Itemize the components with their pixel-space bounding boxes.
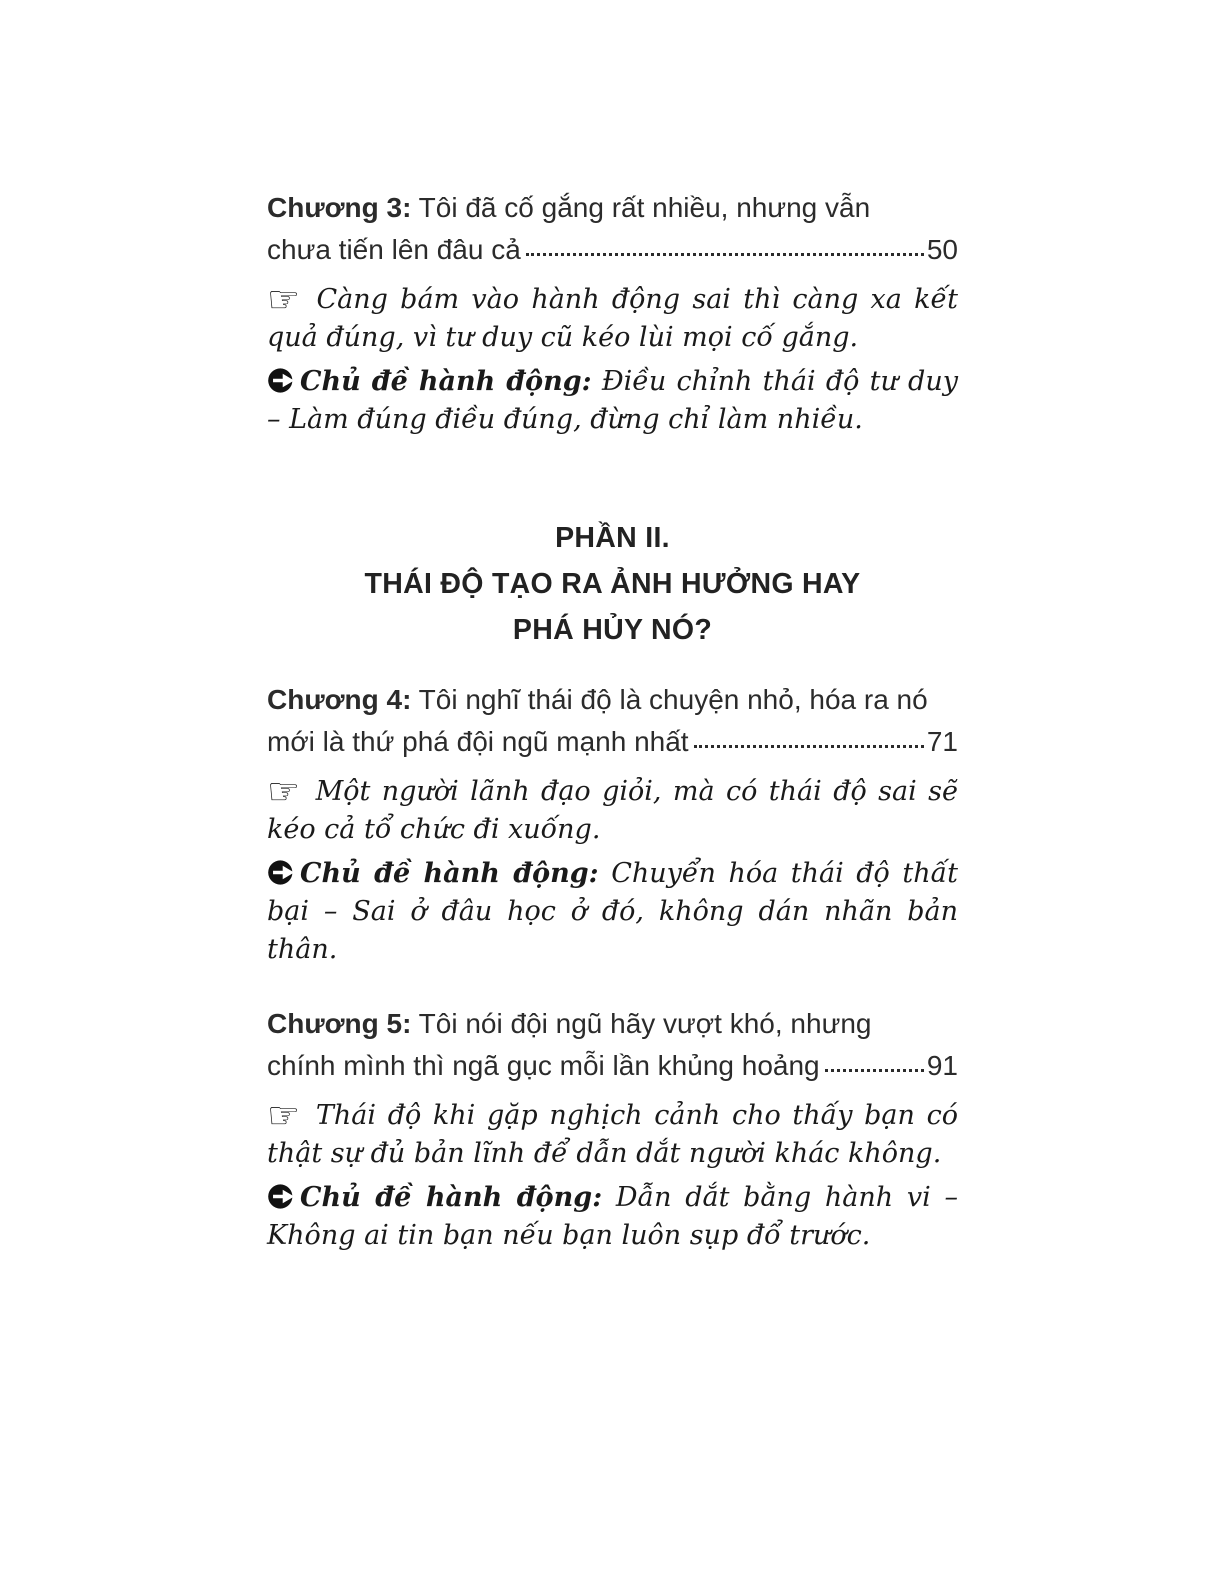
chapter-title-text: Tôi nói đội ngũ hãy vượt khó, nhưng <box>418 1008 872 1039</box>
insight-note <box>267 1094 958 1173</box>
insight-text: Một người lãnh đạo giỏi, mà có thái độ sai sẽ kéo cả tổ chức đi xuống. <box>267 776 958 845</box>
chapter-title-text: Tôi nghĩ thái độ là chuyện nhỏ, hóa ra nó <box>418 684 928 715</box>
chapter-title-text-2: mới là thứ phá đội ngũ mạnh nhất <box>267 726 689 757</box>
dot-leader <box>526 253 924 256</box>
chapter-title-line2 <box>267 721 958 763</box>
chapter-title-line2 <box>267 229 958 271</box>
pointing-hand-icon: ☞ <box>267 1094 301 1137</box>
toc-entry <box>267 679 958 969</box>
pointing-hand-icon: ☞ <box>267 770 301 813</box>
chapter-title <box>267 1003 958 1087</box>
insight-text: Càng bám vào hành động sai thì càng xa kết quả đúng, vì tư duy cũ kéo lùi mọi cố gắng. <box>267 284 958 353</box>
part-title-line2: PHÁ HỦY NÓ? <box>512 614 713 646</box>
action-note <box>267 1179 958 1255</box>
dot-leader <box>694 745 924 748</box>
insight-note <box>267 770 958 849</box>
page-number: 91 <box>926 1050 958 1081</box>
insight-text: Thái độ khi gặp nghịch cảnh cho thấy bạn có thật sự đủ bản lĩnh để dẫn dắt người khác không. <box>267 1100 958 1169</box>
part-title-line1: THÁI ĐỘ TẠO RA ẢNH HƯỞNG HAY <box>364 568 861 600</box>
chapter-title-line1 <box>267 187 958 229</box>
chapter-label: Chương 4: <box>267 684 412 715</box>
table-of-contents <box>267 187 958 1255</box>
action-label: Chủ đề hành động: <box>300 366 592 397</box>
toc-entry <box>267 1003 958 1255</box>
part-number: PHẦN II. <box>555 522 670 554</box>
dot-leader <box>825 1069 924 1072</box>
chapter-title <box>267 679 958 763</box>
chapter-title-line1 <box>267 1003 958 1045</box>
action-note <box>267 363 958 439</box>
action-label: Chủ đề hành động: <box>300 1182 603 1213</box>
action-arrow-icon <box>267 1182 296 1211</box>
chapter-title <box>267 187 958 271</box>
chapter-title-line2 <box>267 1045 958 1087</box>
action-text: Chuyển hóa thái độ thất bại – Sai ở đâu học ở đó, không dán nhãn bản thân. <box>267 858 958 965</box>
page-number: 71 <box>926 726 958 757</box>
pointing-hand-icon: ☞ <box>267 278 301 321</box>
part-header <box>267 515 958 653</box>
chapter-title-line1 <box>267 679 958 721</box>
page-number: 50 <box>926 234 958 265</box>
action-text: Dẫn dắt bằng hành vi – Không ai tin bạn nếu bạn luôn sụp đổ trước. <box>267 1182 958 1251</box>
chapter-label: Chương 3: <box>267 192 412 223</box>
action-arrow-icon <box>267 366 296 395</box>
insight-note <box>267 278 958 357</box>
chapter-title-text: Tôi đã cố gắng rất nhiều, nhưng vẫn <box>418 192 871 223</box>
chapter-label: Chương 5: <box>267 1008 412 1039</box>
action-arrow-icon <box>267 858 296 887</box>
chapter-title-text-2: chưa tiến lên đâu cả <box>267 234 521 265</box>
toc-entry <box>267 187 958 439</box>
action-label: Chủ đề hành động: <box>300 858 599 889</box>
chapter-title-text-2: chính mình thì ngã gục mỗi lần khủng hoảng <box>267 1050 820 1081</box>
action-note <box>267 855 958 969</box>
action-text: Điều chỉnh thái độ tư duy – Làm đúng điều đúng, đừng chỉ làm nhiều. <box>267 366 958 435</box>
